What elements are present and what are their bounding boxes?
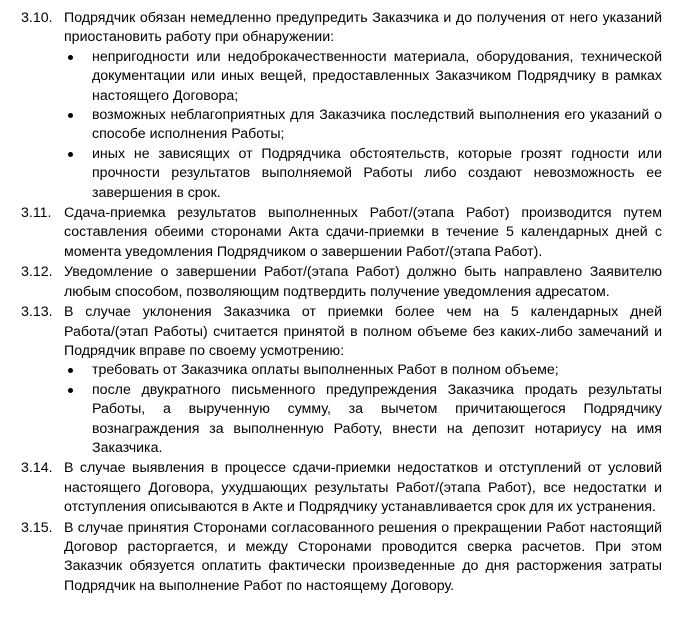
clause-3-10 — [0, 9, 685, 203]
list-item — [64, 145, 662, 203]
clause-text: В случае уклонения Заказчика от приемки более чем на 5 календарных дней Работа/(этап Работы) считается принятой в полном объеме без каких-либо замечаний и Подрядчик вправе по своему усмотрению: — [64, 304, 662, 359]
list-item — [64, 361, 662, 380]
bullet-list — [64, 361, 662, 458]
document-body — [0, 9, 685, 597]
bullet-icon — [68, 113, 73, 118]
clause-3-13 — [0, 303, 685, 458]
bullet-icon — [68, 388, 73, 393]
list-item — [64, 381, 662, 459]
bullet-icon — [68, 55, 73, 60]
clause-text: Уведомление о завершении Работ/(этапа Работ) должно быть направлено Заявителю любым способом, позволяющим подтвердить получение уведомления адресатом. — [64, 264, 662, 300]
clause-number: 3.14. — [21, 460, 53, 477]
clause-text: Сдача-приемка результатов выполненных Работ/(этапа Работ) производится путем составления обеими сторонами Акта сдачи-приемки в течение 5 календарных дней с момента уведомления Подрядчиком о завершении Работ/(этапа Работ). — [64, 205, 662, 260]
list-item — [64, 48, 662, 106]
clause-number: 3.15. — [21, 519, 53, 536]
clause-number: 3.12. — [21, 264, 53, 281]
clause-text: В случае выявления в процессе сдачи-приемки недостатков и отступлений от условий настоящего Договора, ухудшающих результаты Работ/(этапа Работ), все недостатки и отступления описываются в Акте и Подрядчику устанавливается срок для их устранения. — [64, 460, 662, 516]
list-item-text: требовать от Заказчика оплаты выполненных Работ в полном объеме; — [92, 362, 559, 379]
list-item-text: непригодности или недоброкачественности материала, оборудования, технической документации или иных вещей, предоставленных Заказчиком Подрядчику в рамках настоящего Договора; — [92, 48, 662, 104]
list-item-text: иных не зависящих от Подрядчика обстоятельств, которые грозят годности или прочности результатов выполняемой Работы либо создают невозможность ее завершения в срок. — [92, 145, 662, 201]
clause-number: 3.11. — [21, 205, 52, 222]
clause-3-12 — [0, 263, 685, 302]
clause-text: Подрядчик обязан немедленно предупредить Заказчика и до получения от него указаний приостановить работу при обнаружении: — [64, 10, 662, 46]
bullet-icon — [68, 152, 73, 157]
clause-number: 3.13. — [21, 304, 53, 321]
clause-3-15 — [0, 519, 685, 597]
clause-3-11 — [0, 204, 685, 262]
bullet-icon — [68, 368, 73, 373]
clause-3-14 — [0, 459, 685, 517]
list-item-text: возможных неблагоприятных для Заказчика последствий выполнения его указаний о способе исполнения Работы; — [92, 107, 662, 143]
clause-text: В случае принятия Сторонами согласованного решения о прекращении Работ настоящий Договор расторгается, и между Сторонами проводится сверка расчетов. При этом Заказчик обязуется оплатить фактически произведенные до дня расторжения затраты Подрядчик на выполнение Работ по настоящему Договору. — [64, 519, 662, 594]
bullet-list — [64, 48, 662, 203]
list-item-text: после двукратного письменного предупреждения Заказчика продать результаты Работы, а вырученную сумму, за вычетом причитающегося Подрядчику вознаграждения за выполненную Работу, внести на депозит нотариусу на имя Заказчика. — [92, 381, 662, 456]
clause-number: 3.10. — [21, 10, 53, 26]
list-item — [64, 106, 662, 145]
